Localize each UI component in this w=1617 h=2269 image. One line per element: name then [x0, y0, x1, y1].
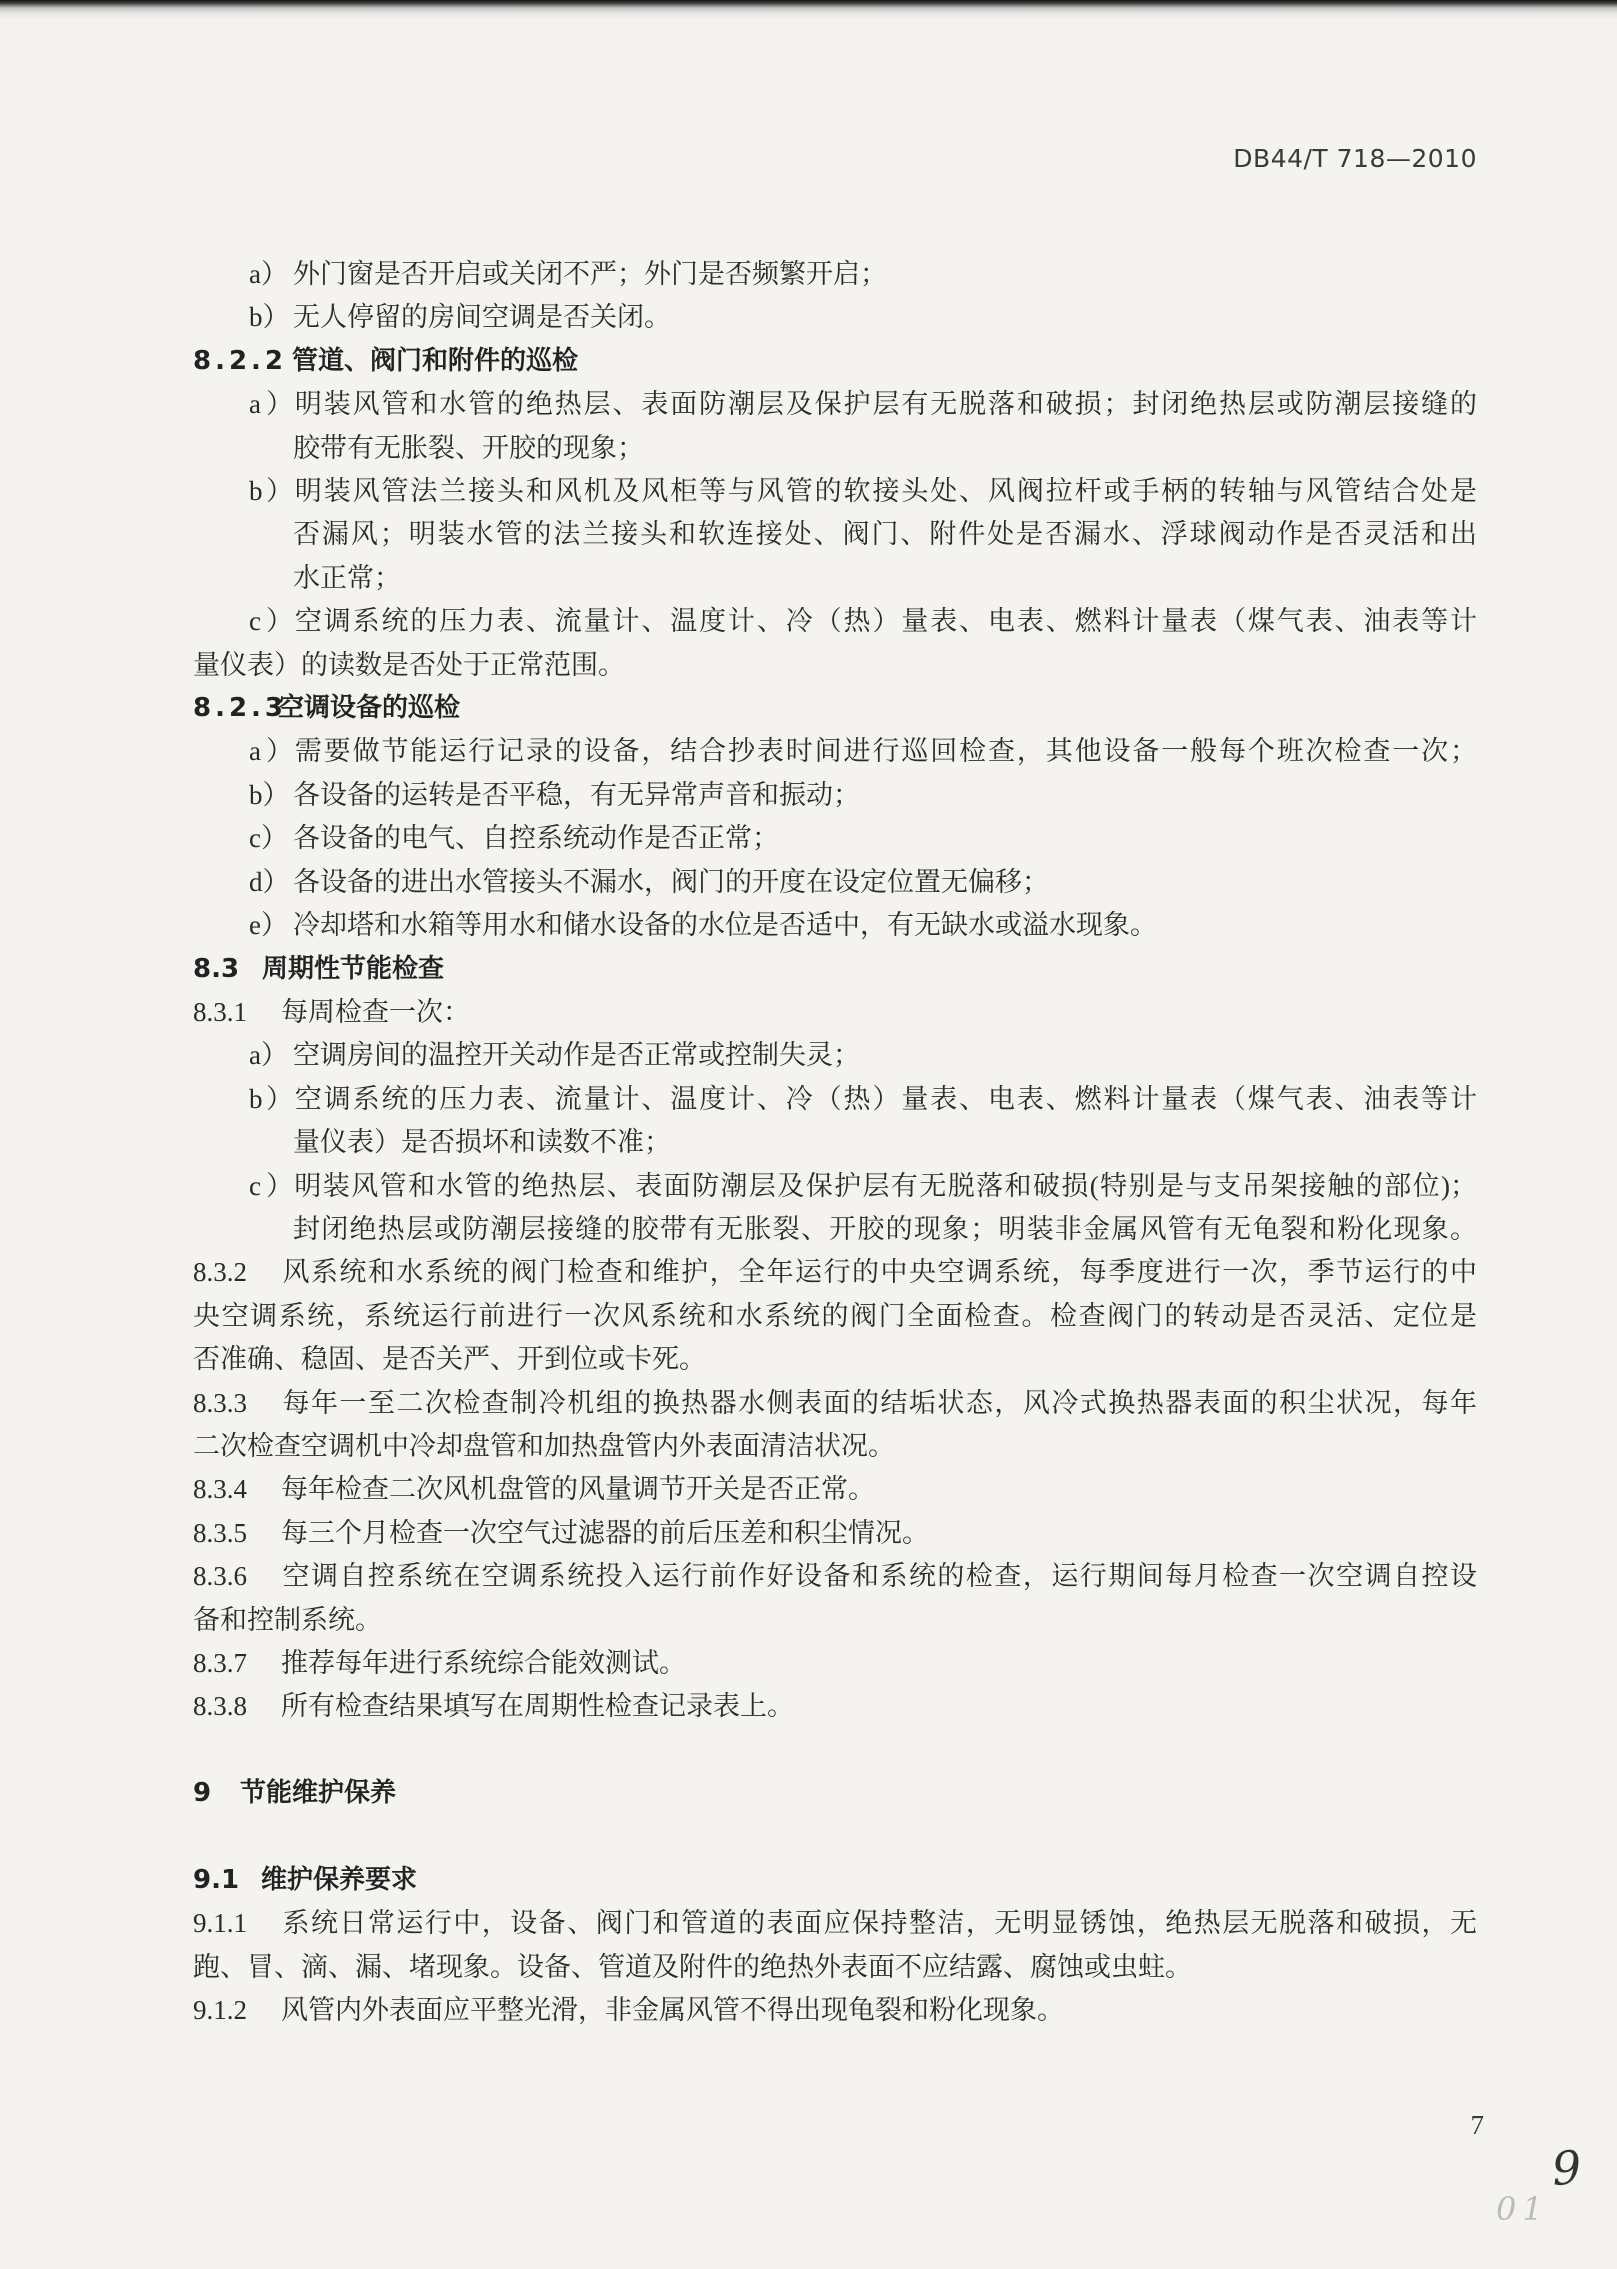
- clause-continuation: 二次检查空调机中冷却盘管和加热盘管内外表面清洁状况。: [193, 1430, 895, 1461]
- heading-title: 空调设备的巡检: [278, 693, 461, 724]
- heading-number: 8.2.3: [193, 693, 288, 724]
- list-item-c: [193, 1165, 1477, 1208]
- heading-number: 8.2.2: [193, 345, 288, 376]
- list-marker: c）: [249, 1170, 293, 1201]
- clause-text: 风管内外表面应平整光滑，非金属风管不得出现龟裂和粉化现象。: [281, 1995, 1064, 2026]
- list-item-c: [193, 600, 1477, 643]
- list-item-text: 各设备的电气、自控系统动作是否正常；: [293, 823, 779, 854]
- heading-8-2-3: [193, 687, 1477, 730]
- clause-text: 每三个月检查一次空气过滤器的前后压差和积尘情况。: [281, 1517, 929, 1548]
- list-marker: d）: [249, 866, 290, 897]
- list-item-b: [193, 1078, 1477, 1121]
- clause-continuation: 跑、冒、滴、漏、堵现象。设备、管道及附件的绝热外表面不应结露、腐蚀或虫蛀。: [193, 1951, 1192, 1982]
- clause-8-3-4: [193, 1468, 1477, 1511]
- clause-number: 8.3.5: [193, 1517, 247, 1548]
- list-marker: b）: [249, 1083, 293, 1114]
- heading-8-2-2: [193, 340, 1477, 383]
- clause-number: 8.3.1: [193, 996, 247, 1027]
- heading-9-1: [193, 1859, 1477, 1902]
- list-marker: c）: [249, 823, 288, 854]
- list-marker: e）: [249, 910, 288, 941]
- clause-8-3-2: [193, 1251, 1477, 1294]
- clause-8-3-3: [193, 1382, 1477, 1425]
- clause-text: 每年一至二次检查制冷机组的换热器水侧表面的结垢状态，风冷式换热器表面的积尘状况，每年: [281, 1387, 1477, 1418]
- heading-number: 8.3: [193, 953, 240, 984]
- clause-number: 8.3.8: [193, 1691, 247, 1722]
- list-item-c: [193, 817, 1477, 860]
- list-item-continuation: 水正常；: [293, 562, 401, 593]
- clause-text: 推荐每年进行系统综合能效测试。: [281, 1648, 686, 1678]
- clause-9-1-1: [193, 1902, 1477, 1945]
- clause-text: 空调自控系统在空调系统投入运行前作好设备和系统的检查，运行期间每月检查一次空调自控设: [281, 1561, 1477, 1592]
- clause-8-3-5: [193, 1512, 1477, 1555]
- list-item-b: [193, 296, 1477, 339]
- list-item-b: [193, 774, 1477, 817]
- clause-continuation: 否准确、稳固、是否关严、开到位或卡死。: [193, 1344, 706, 1375]
- list-item-a: [193, 730, 1477, 773]
- heading-title: 管道、阀门和附件的巡检: [292, 345, 579, 376]
- list-item-text: 无人停留的房间空调是否关闭。: [293, 302, 671, 333]
- clause-number: 9.1.2: [193, 1995, 247, 2026]
- list-item-a: [193, 253, 1477, 296]
- heading-title: 节能维护保养: [240, 1778, 397, 1809]
- clause-number: 8.3.6: [193, 1561, 247, 1592]
- list-item-a: [193, 1034, 1477, 1077]
- clause-8-3-1: [193, 991, 1477, 1034]
- list-item-d: [193, 861, 1477, 904]
- heading-title: 周期性节能检查: [262, 953, 445, 984]
- clause-text: 所有检查结果填写在周期性检查记录表上。: [281, 1691, 794, 1722]
- heading-8-3: [193, 948, 1477, 991]
- handwritten-page-mark: 9: [1550, 2140, 1584, 2196]
- list-item-continuation: 胶带有无胀裂、开胶的现象；: [293, 432, 644, 463]
- list-item-continuation: 量仪表）是否损坏和读数不准；: [293, 1127, 671, 1158]
- list-item-text: 空调系统的压力表、流量计、温度计、冷（热）量表、电表、燃料计量表（煤气表、油表等计: [293, 606, 1477, 637]
- list-marker: a）: [249, 389, 293, 420]
- list-item-text: 明装风管和水管的绝热层、表面防潮层及保护层有无脱落和破损；封闭绝热层或防潮层接缝的: [293, 389, 1477, 420]
- clause-number: 9.1.1: [193, 1908, 247, 1939]
- clause-number: 8.3.2: [193, 1257, 247, 1288]
- clause-8-3-8: [193, 1685, 1477, 1728]
- clause-8-3-7: [193, 1642, 1477, 1685]
- list-item-text: 明装风管法兰接头和风机及风柜等与风管的软接头处、风阀拉杆或手柄的转轴与风管结合处是: [293, 476, 1477, 507]
- list-item-text: 明装风管和水管的绝热层、表面防潮层及保护层有无脱落和破损(特别是与支吊架接触的部位)；: [293, 1170, 1477, 1201]
- list-marker: b）: [249, 779, 290, 810]
- list-item-continuation: 否漏风；明装水管的法兰接头和软连接处、阀门、附件处是否漏水、浮球阀动作是否灵活和出: [293, 519, 1477, 550]
- list-item-continuation: 封闭绝热层或防潮层接缝的胶带有无胀裂、开胶的现象；明装非金属风管有无龟裂和粉化现象。: [293, 1213, 1477, 1244]
- heading-number: 9.1: [193, 1865, 240, 1895]
- list-item-text: 需要做节能运行记录的设备，结合抄表时间进行巡回检查，其他设备一般每个班次检查一次；: [293, 736, 1477, 767]
- heading-title: 维护保养要求: [261, 1865, 418, 1895]
- list-item-e: [193, 904, 1477, 947]
- clause-text: 每周检查一次：: [281, 996, 470, 1027]
- clause-continuation: 备和控制系统。: [193, 1604, 382, 1635]
- list-marker: c）: [249, 606, 293, 637]
- list-marker: a）: [249, 1040, 288, 1071]
- list-marker: a）: [249, 736, 293, 767]
- list-item-continuation: 量仪表）的读数是否处于正常范围。: [193, 649, 625, 680]
- list-item-text: 空调房间的温控开关动作是否正常或控制失灵；: [293, 1040, 860, 1071]
- list-item-b: [193, 470, 1477, 513]
- clause-continuation: 央空调系统，系统运行前进行一次风系统和水系统的阀门全面检查。检查阀门的转动是否灵活、定位是: [193, 1300, 1477, 1331]
- clause-9-1-2: [193, 1989, 1477, 2032]
- heading-9: [193, 1772, 1477, 1815]
- clause-text: 系统日常运行中，设备、阀门和管道的表面应保持整洁，无明显锈蚀，绝热层无脱落和破损，无: [281, 1908, 1477, 1939]
- heading-number: 9: [193, 1778, 212, 1809]
- clause-text: 每年检查二次风机盘管的风量调节开关是否正常。: [281, 1474, 875, 1505]
- list-item-text: 空调系统的压力表、流量计、温度计、冷（热）量表、电表、燃料计量表（煤气表、油表等计: [293, 1083, 1477, 1114]
- clause-text: 风系统和水系统的阀门检查和维护，全年运行的中央空调系统，每季度进行一次，季节运行的中: [281, 1257, 1477, 1288]
- list-marker: b）: [249, 476, 293, 507]
- list-item-text: 各设备的进出水管接头不漏水，阀门的开度在设定位置无偏移；: [293, 866, 1049, 897]
- list-marker: a）: [249, 259, 288, 289]
- page-body: [193, 253, 1477, 2033]
- list-item-text: 外门窗是否开启或关闭不严；外门是否频繁开启；: [293, 259, 887, 289]
- clause-number: 8.3.4: [193, 1474, 247, 1505]
- clause-number: 8.3.7: [193, 1648, 247, 1678]
- list-marker: b）: [249, 302, 290, 333]
- list-item-text: 各设备的运转是否平稳，有无异常声音和振动；: [293, 779, 860, 810]
- clause-number: 8.3.3: [193, 1387, 247, 1418]
- page-number: 7: [1470, 2110, 1484, 2140]
- list-item-a: [193, 383, 1477, 426]
- scan-edge: [0, 0, 1617, 20]
- clause-8-3-6: [193, 1555, 1477, 1598]
- running-header-standard-code: DB44/T 718—2010: [1233, 144, 1477, 173]
- handwritten-faint-mark: 01: [1496, 2190, 1549, 2228]
- list-item-text: 冷却塔和水箱等用水和储水设备的水位是否适中，有无缺水或溢水现象。: [293, 910, 1157, 941]
